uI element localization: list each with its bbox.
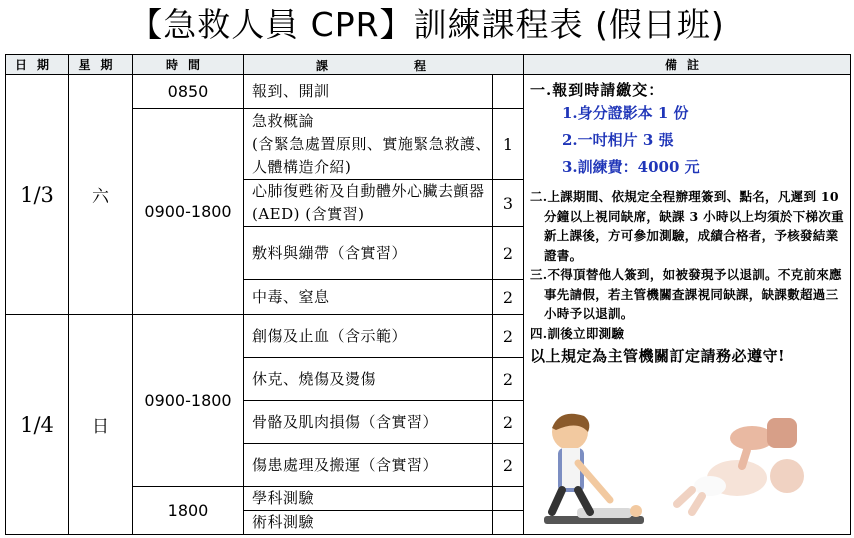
hours-cell (493, 487, 524, 511)
header-time: 時間 (133, 55, 244, 75)
header-course (244, 55, 524, 75)
weekday-cell-1: 六 (69, 75, 133, 315)
time-cell: 0850 (133, 75, 244, 109)
date-cell-2: 1/4 (6, 315, 69, 535)
header-notes: 備註 (524, 55, 851, 75)
notes-warning: 以上規定為主管機關訂定請務必遵守! (530, 347, 786, 365)
note-3: 三.不得頂替他人簽到，如被發現予以退訓。不克前來應事先請假，若主管機關查課視同缺課，缺課數超過三小時予以退訓。 (530, 267, 842, 321)
header-weekday: 星期 (69, 55, 133, 75)
course-cell: 報到、開訓 (244, 75, 493, 109)
date-cell-1: 1/3 (6, 75, 69, 315)
time-cell: 1800 (133, 487, 244, 535)
hours-cell: 2 (493, 315, 524, 358)
cpr-illustration (532, 408, 832, 528)
header-row (6, 55, 851, 75)
note-2: 二.上課期間、依規定全程辦理簽到、點名，凡遲到 10 分鐘以上視同缺席，缺課 3 小時以上均須於下梯次重新上課後，方可參加測驗，成績合格者，予核發結業證書。 (530, 189, 844, 263)
header-date: 日期 (6, 55, 69, 75)
hours-cell: 2 (493, 401, 524, 444)
note-1-item-3: 3.訓練費：4000 元 (562, 158, 700, 176)
note-1-item-2: 2.一吋相片 3 張 (562, 131, 674, 149)
hours-cell: 1 (493, 109, 524, 180)
table-row (6, 75, 851, 109)
header-course-b: 程 (414, 59, 437, 73)
notes-cell (524, 75, 851, 535)
hours-cell: 3 (493, 180, 524, 227)
course-cell: 心肺復甦術及自動體外心臟去顫器(AED) (含實習) (244, 180, 493, 227)
time-cell: 0900-1800 (133, 109, 244, 315)
course-cell: 休克、燒傷及燙傷 (244, 358, 493, 401)
cartoon-rescuer (544, 414, 644, 524)
infant-cpr-photo (677, 418, 804, 512)
course-cell: 急救概論 (含緊急處置原則、實施緊急救護、人體構造介紹) (244, 109, 493, 180)
header-course-a: 課 (316, 59, 339, 73)
hours-cell: 2 (493, 280, 524, 315)
course-cell: 學科測驗 (244, 487, 493, 511)
hours-cell: 2 (493, 227, 524, 280)
schedule-table (5, 54, 851, 535)
hours-cell: 2 (493, 358, 524, 401)
note-1-item-1: 1.身分證影本 1 份 (562, 104, 689, 122)
course-cell: 骨骼及肌肉損傷（含實習） (244, 401, 493, 444)
note-1: 一.報到時請繳交： (530, 81, 665, 99)
page-title: 【急救人員 CPR】訓練課程表 (假日班) (129, 5, 725, 44)
course-cell: 敷料與繃帶（含實習） (244, 227, 493, 280)
note-4: 四.訓後立即測驗 (530, 325, 625, 341)
course-cell: 術科測驗 (244, 511, 493, 535)
hours-cell: 2 (493, 444, 524, 487)
time-cell: 0900-1800 (133, 315, 244, 487)
course-cell: 傷患處理及搬運（含實習） (244, 444, 493, 487)
hours-cell (493, 511, 524, 535)
weekday-cell-2: 日 (69, 315, 133, 535)
course-cell: 創傷及止血（含示範） (244, 315, 493, 358)
hours-cell (493, 75, 524, 109)
course-cell: 中毒、窒息 (244, 280, 493, 315)
